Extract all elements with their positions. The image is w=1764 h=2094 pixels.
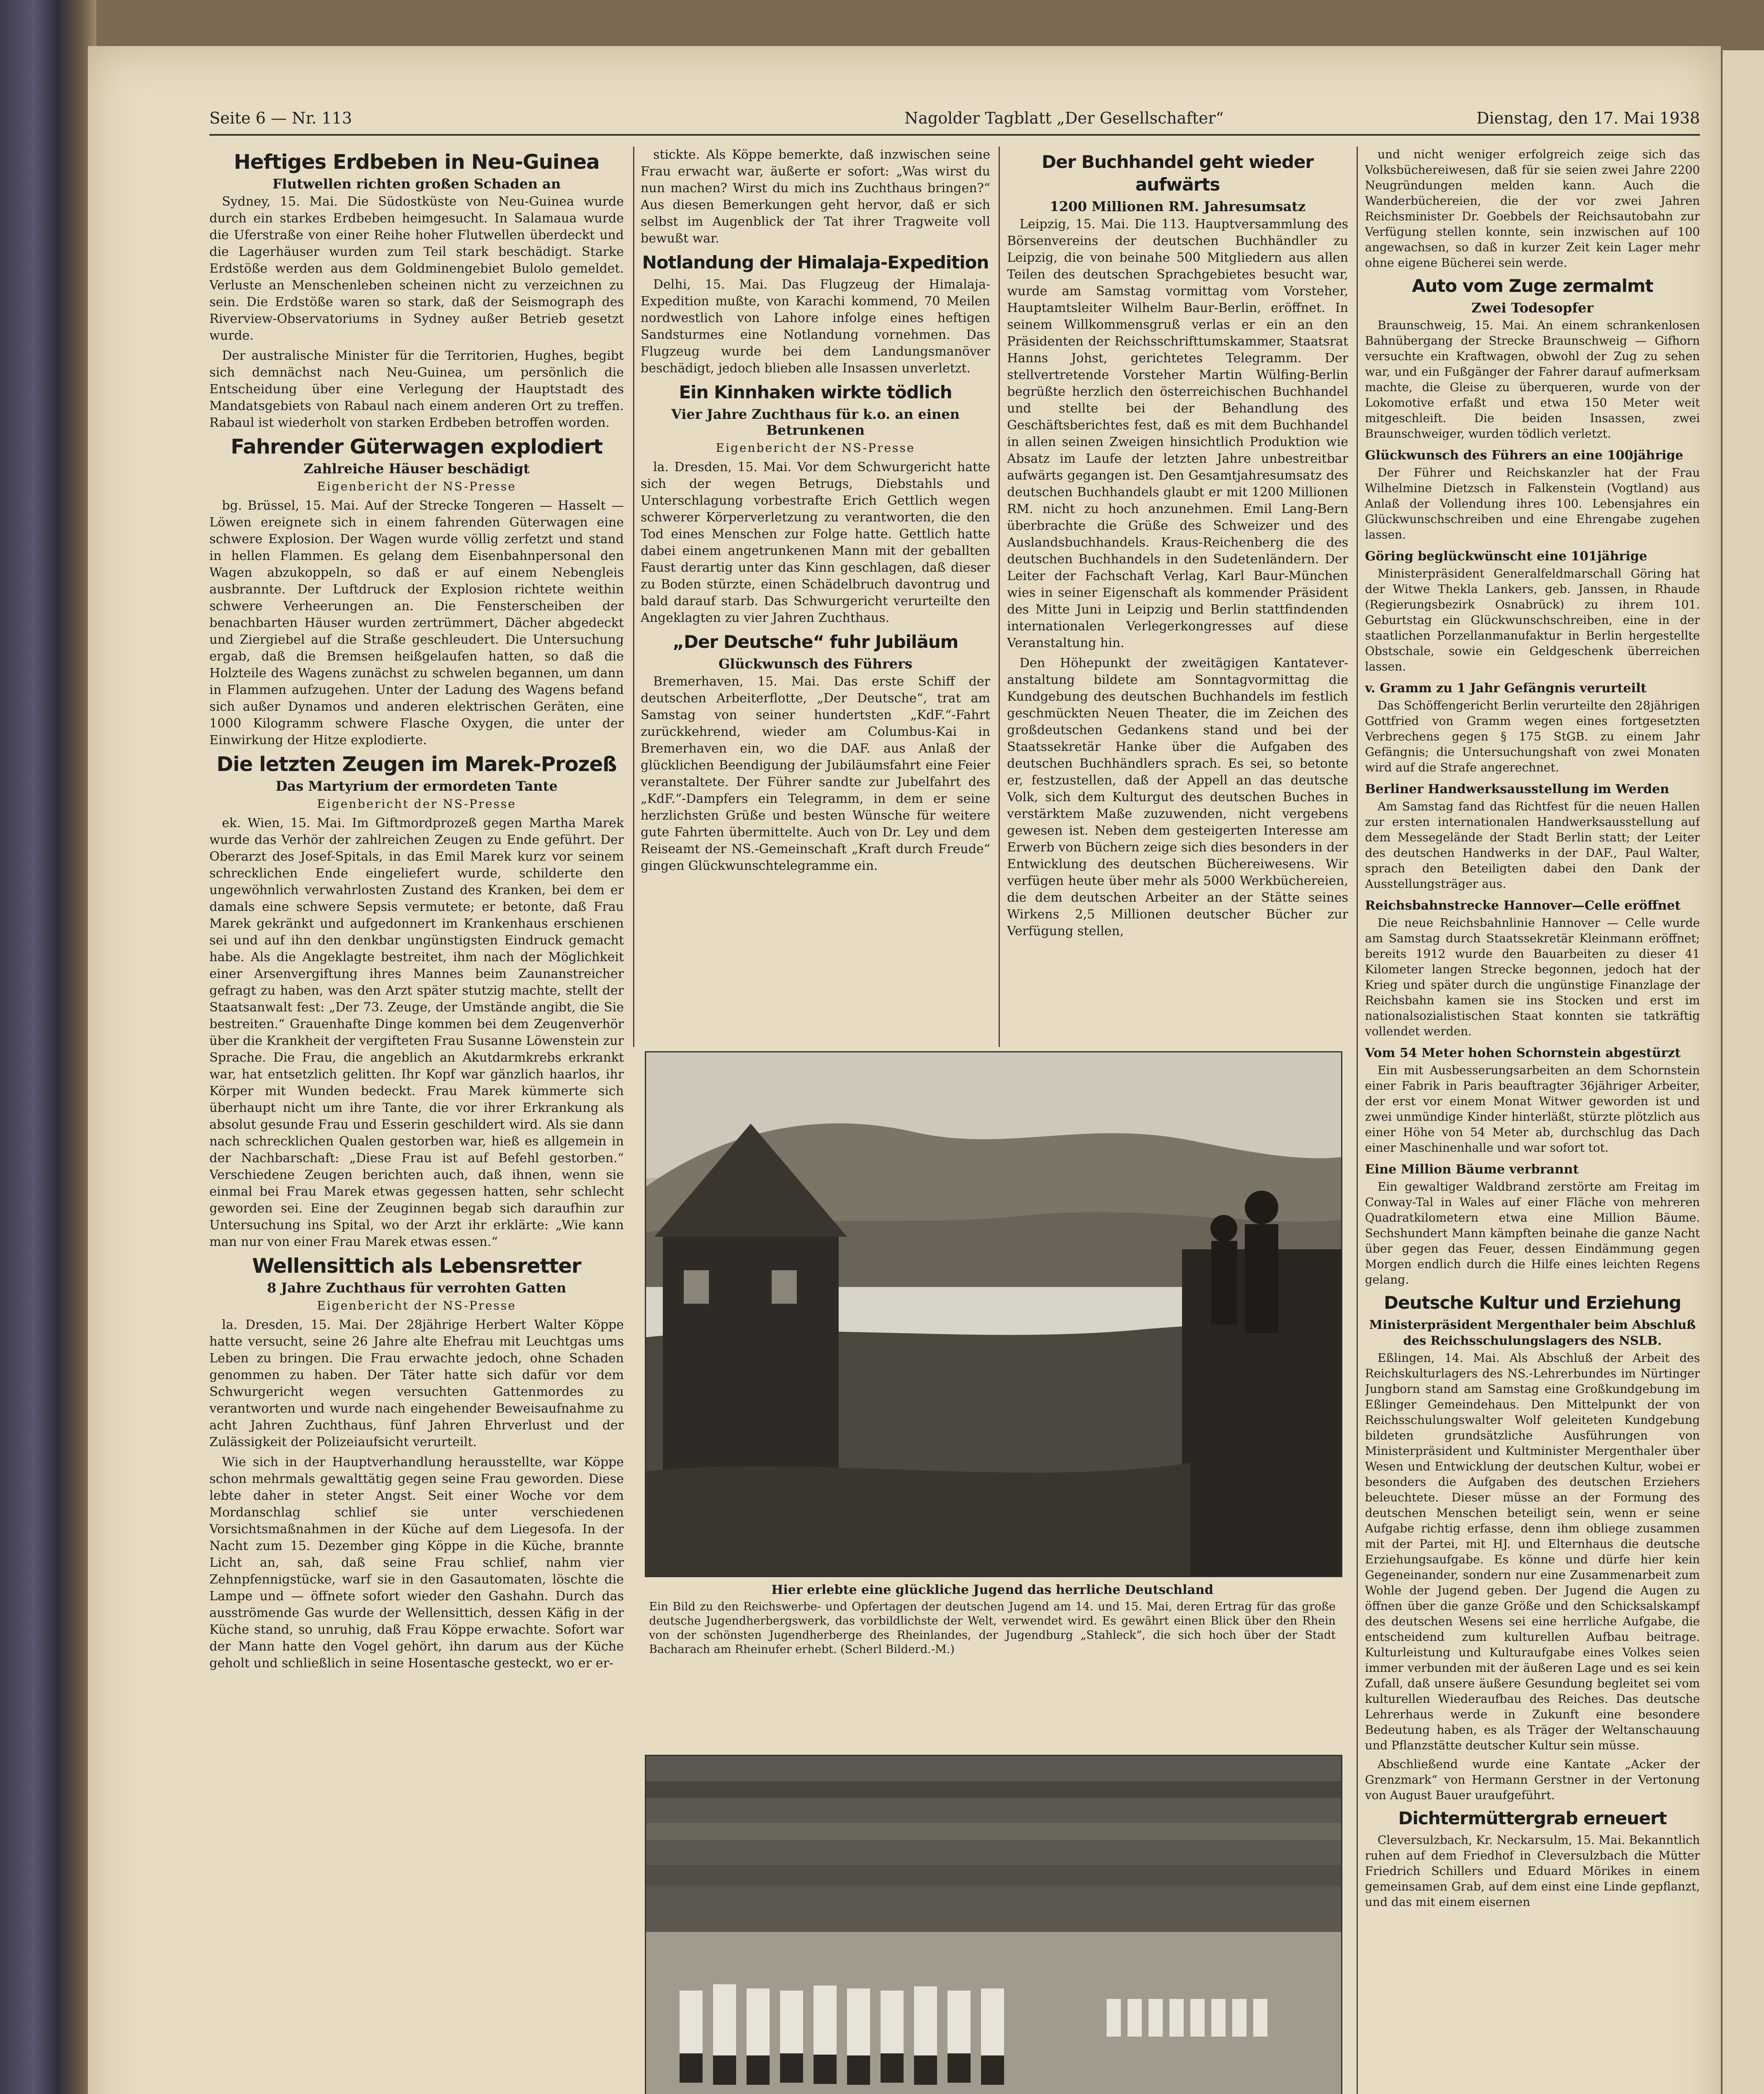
headline: Dichtermüttergrab erneuert <box>1398 1808 1667 1828</box>
caption-title: Hier erlebte eine glückliche Jugend das herrliche Deutschland <box>771 1583 1213 1597</box>
article-text: ek. Wien, 15. Mai. Im Giftmordprozeß gegen Martha Marek wurde das Verhör der zahlreichen Zeugen zu Ende geführt. Der Oberarzt des Josef-Spitals, in das Emil Marek kurz vor seinem schrecklichen Ende eingeliefert wurde, schilderte den ungewöhnlich verwahrlosten Zustand des Kranken, bei dem er damals eine schwere Sepsis vermutete; er betonte, daß Frau Marek gekränkt und aufgedonnert im Krankenhaus erschienen sei und auf ihn den denkbar ungünstigsten Eindruck gemacht habe. Als die Angeklagte bestreitet, ihm nach der Möglichkeit einer Arsenvergiftung ihres Mannes beim Zaunanstreicher gefragt zu haben, was den Arzt später stutzig machte, stellt der Staatsanwalt fest: „Der 73. Zeuge, der Umstände angibt, die Sie bestreiten.“ Grauenhafte Dinge kommen bei dem Zeugenverhör über die Krankheit der vergifteten Frau Susanne Löwenstein zur Sprache. Die Frau, die angeblich an Akutdarmkrebs erkrankt war, hat entsetzlich gelitten. Ihr Kopf war gänzlich haarlos, ihr Körper mit Wunden bedeckt. Frau Marek kümmerte sich überhaupt nicht um ihre Tante, die vor ihrer Erkrankung als absolut gesunde Frau und Esserin geschildert wird. Als sie dann nach schrecklichen Qualen gestorben war, hieß es allgemein in der Nachbarschaft: „Diese Frau ist auf Befehl gestorben.“ Verschiedene Zeugen berichten auch, daß ihnen, wenn sie einmal bei Frau Marek etwas gegessen hatten, sehr schlecht geworden sei. Eine der Zeuginnen begab sich daraufhin zur Untersuchung ins Spital, wo der Arzt ihr erklärte: „Wie kann man nur von einer Frau Marek etwas essen.“ <box>209 816 624 1249</box>
article-text: Die neue Reichsbahnlinie Hannover — Celle wurde am Samstag durch Staatssekretär Kleinmann eröffnet; bereits 1912 wurde den Bauarbeiten zu dieser 41 Kilometer langen Strecke begonnen, jedoch hat der Krieg und später durch die ungünstige Finanzlage der Reichsbahn kamen sie ins Stocken und erst im nationalsozialistischen Staat konnten sie tatkräftig vollendet werden. <box>1365 916 1700 1038</box>
headline: „Der Deutsche“ fuhr Jubiläum <box>672 632 958 652</box>
article-text: Der Führer und Reichskanzler hat der Frau Wilhelmine Dietzsch in Falkenstein (Vogtland) aus Anlaß der Vollendung ihres 100. Lebensjahres ein Glückwunschschreiben und eine Ehrengabe zugehen lassen. <box>1365 466 1700 542</box>
article-text: Ein mit Ausbesserungsarbeiten an dem Schornstein einer Fabrik in Paris beauftragter 36jähriger Arbeiter, der erst vor einem Monat Witwer geworden ist und zwei unmündige Kinder hinterläßt, stürzte plötzlich aus einer Höhe von 54 Meter ab, durchschlug das Dach einer Maschinenhalle und war sofort tot. <box>1365 1063 1700 1155</box>
subheadline: Glückwunsch des Führers <box>718 656 913 672</box>
page-header <box>209 105 1700 136</box>
headline: Wellensittich als Lebensretter <box>252 1254 581 1278</box>
news-brief-title: Vom 54 Meter hohen Schornstein abgestürzt <box>1365 1046 1681 1060</box>
agency-line: Eigenbericht der NS-Presse <box>716 441 915 455</box>
paper-name: Nagolder Tagblatt „Der Gesellschafter“ <box>904 109 1224 127</box>
news-brief-title: Göring beglückwünscht eine 101jährige <box>1365 549 1647 564</box>
column-rule <box>633 147 634 1047</box>
article-text: Bremerhaven, 15. Mai. Das erste Schiff der deutschen Arbeiterflotte, „Der Deutsche“, trat am Samstag von seiner hundertsten „KdF.“-Fahrt zurückkehrend, wieder am Columbus-Kai in Bremerhaven ein, wo die DAF. aus Anlaß der glücklichen Beendigung der Jubiläumsfahrt eine Feier veranstaltete. Der Führer sandte zur Jubelfahrt des „KdF.“-Dampfers ein Telegramm, in dem er seine herzlichsten Grüße und besten Wünsche für weitere gute Fahrten übermittelte. Auch von Dr. Ley und dem Reiseamt der NS.-Gemeinschaft „Kraft durch Freude“ gingen Glückwunschtelegramme ein. <box>641 674 990 873</box>
article-text: stickte. Als Köppe bemerkte, daß inzwischen seine Frau erwacht war, äußerte er sofort: „Was wirst du nun machen? Wirst du mich ins Zuchthaus bringen?“ Aus diesen Bemerkungen geht hervor, daß er sich selbst im Augenblick der Tat ihrer Tragweite voll bewußt war. <box>641 147 990 246</box>
issue-date: Dienstag, den 17. Mai 1938 <box>1476 109 1700 127</box>
column-rule <box>1357 147 1358 2094</box>
article-text: Abschließend wurde eine Kantate „Acker der Grenzmark“ von Hermann Gerstner in der Vertonung von August Bauer uraufgeführt. <box>1365 1757 1700 1802</box>
article-text: Sydney, 15. Mai. Die Südostküste von Neu-Guinea wurde durch ein starkes Erdbeben heimgesucht. In Salamaua wurde die Uferstraße von einer Reihe hoher Flutwellen überdeckt und die Lagerhäuser wurden zum Teil stark beschädigt. Starke Erdstöße werden aus dem Goldminengebiet Bulolo gemeldet. Verluste an Menschenleben scheinen nicht zu verzeichnen zu sein. Die Erdstöße waren so stark, daß der Seismograph des Riverview-Observatoriums in Sydney außer Betrieb gesetzt wurde. <box>209 194 624 343</box>
headline: Auto vom Zuge zermalmt <box>1411 276 1653 296</box>
headline: Heftiges Erdbeben in Neu-Guinea <box>234 150 600 174</box>
article-text: Braunschweig, 15. Mai. An einem schrankenlosen Bahnübergang der Strecke Braunschweig — Gifhorn versuchte ein Kraftwagen, obwohl der Zug zu sehen war, und ein Fußgänger der Fahrer darauf aufmerksam machte, die Gleise zu überqueren, wurde von der Lokomotive erfaßt und etwa 150 Meter weit mitgeschleift. Die beiden Insassen, zwei Braunschweiger, wurden tödlich verletzt. <box>1365 318 1700 441</box>
column-4 <box>1365 147 1700 2094</box>
news-brief-title: v. Gramm zu 1 Jahr Gefängnis verurteilt <box>1365 681 1647 696</box>
news-brief-title: Glückwunsch des Führers an eine 100jährige <box>1365 448 1684 463</box>
article-text: Den Höhepunkt der zweitägigen Kantateveranstaltung bildete am Sonntagvormittag die Kundgebung des deutschen Buchhandels im festlich geschmückten Neuen Theater, die im Zeichen des großdeutschen Gedankens stand und bei der Staatssekretär Hanke über die Aufgaben des deutschen Buchhändlers sprach. Es sei, so betonte er, festzustellen, daß der Appell an das deutsche Volk, sich dem Kulturgut des deutschen Buches in verstärktem Maße zuzuwenden, nicht vergebens gewesen ist. Neben dem gesteigerten Interesse am Erwerb von Büchern zeige sich dies besonders in der Entwicklung des deutschen Büchereiwesens. Wir verfügen heute über mehr als 5000 Werkbüchereien, die dem deutschen Arbeiter an der Stätte seines Wirkens 2,5 Millionen deutscher Bücher zur Verfügung stellen, <box>1007 656 1348 939</box>
article-text: Das Schöffengericht Berlin verurteilte den 28jährigen Gottfried von Gramm wegen eines fortgesetzten Verbrechens gegen § 175 StGB. zu einem Jahr Gefängnis; die Untersuchungshaft von zwei Monaten wird auf die Strafe angerechnet. <box>1365 699 1700 774</box>
article-text: Ein gewaltiger Waldbrand zerstörte am Freitag im Conway-Tal in Wales auf einer Fläche von mehreren Quadratkilometern etwa eine Million Bäume. Sechshundert Mann kämpften beinahe die ganze Nacht über gegen das Feuer, dessen Eindämmung gegen Morgen endlich durch die Hilfe eines leichten Regens gelang. <box>1365 1180 1700 1287</box>
article-text: Leipzig, 15. Mai. Die 113. Hauptversammlung des Börsenvereins der deutschen Buchhändler zu Leipzig, die von beinahe 500 Mitgliedern aus allen Teilen des deutschen Sprachgebietes besucht war, wurde am Samstag vormittag vom Vorsteher, Hauptamtsleiter Wilhelm Baur-Berlin, eröffnet. In seinem Willkommensgruß verlas er ein an den Präsidenten der Reichsschrifttumskammer, Staatsrat Hanns Johst, gerichtetes Telegramm. Der stellvertretende Vorsteher Martin Wülfing-Berlin begrüßte herzlich den österreichischen Buchhandel und stellte bei der Behandlung des Geschäftsberichtes fest, daß es mit dem Buchhandel in allen seinen Zweigen hinsichtlich Produktion wie Absatz im Laufe der letzten Jahre unbestreitbar aufwärts gegangen ist. Den Gesamtjahresumsatz des deutschen Buchhandels glaubt er mit 1200 Millionen RM. nicht zu hoch anzunehmen. Emil Lang-Bern überbrachte die Grüße des Schweizer und des Auslandsbuchhandels. Kraus-Reichenberg die des deutschen Buchhandels in den Sudetenländern. Der Leiter der Fachschaft Verlag, Karl Baur-München wies in seiner Eigenschaft als kommender Präsident des Mitte Juni in Leipzig und Berlin stattfindenden internationalen Verlegerkongresses auf diese Veranstaltung hin. <box>1007 217 1348 650</box>
column-rule <box>999 147 1000 1047</box>
subheadline: 1200 Millionen RM. Jahresumsatz <box>1049 199 1306 214</box>
headline: Ein Kinnhaken wirkte tödlich <box>679 382 952 402</box>
news-brief-title: Reichsbahnstrecke Hannover—Celle eröffnet <box>1365 898 1681 913</box>
column-3 <box>1007 147 1348 1039</box>
next-page-edge <box>1721 50 1764 2094</box>
agency-line: Eigenbericht der NS-Presse <box>317 797 516 811</box>
agency-line: Eigenbericht der NS-Presse <box>317 480 516 493</box>
subheadline: Das Martyrium der ermordeten Tante <box>276 778 558 794</box>
agency-line: Eigenbericht der NS-Presse <box>317 1299 516 1313</box>
subheadline: Zwei Todesopfer <box>1471 300 1594 316</box>
headline: Notlandung der Himalaja-Expedition <box>642 252 989 273</box>
headline: Die letzten Zeugen im Marek-Prozeß <box>216 753 617 776</box>
headline: Fahrender Güterwagen explodiert <box>231 435 603 459</box>
football-stadium-image <box>646 1756 1341 2094</box>
article-text: Eßlingen, 14. Mai. Als Abschluß der Arbeit des Reichskulturlagers des NS.-Lehrerbundes im Nürtinger Jungborn stand am Samstag eine Großkundgebung im Eßlinger Gemeindehaus. Den Mittelpunkt der von Reichsschulungswalter Wolf geleiteten Kundgebung bildeten grundsätzliche Ausführungen von Ministerpräsident und Kultminister Mergenthaler über Wesen und Entwicklung der deutschen Kultur, wobei er besonders die Aufgaben des deutschen Erziehers beleuchtete. Dieser müsse an der Formung des deutschen Menschen beteiligt sein, wenn er seine Aufgabe richtig erfasse, denn ihm obliege zusammen mit der Partei, mit HJ. und Elternhaus die deutsche Erziehungsaufgabe. Es könne und dürfe hier kein Gegeneinander, sondern nur eine Zusammenarbeit zum Wohle der Jugend geben. Der Jugend die Augen zu öffnen über die ganze Größe und den Schicksalskampf des deutschen Wesens sei eine herrliche Aufgabe, die entscheidend zum kulturellen Aufbau beitrage. Kulturleistung und Kulturaufgabe eines Volkes seien immer verbunden mit der äußeren Lage und es sei kein Zufall, daß unsere äußere Gesundung begleitet sei vom kulturellen Wiederaufbau des Reiches. Das deutsche Lehrerhaus werde in Zukunft eine besondere Bedeutung haben, es als Träger der Weltanschauung und Pflanzstätte deutscher Kultur sein müsse. <box>1365 1351 1700 1752</box>
article-text: la. Dresden, 15. Mai. Vor dem Schwurgericht hatte sich der wegen Betrugs, Diebstahls und Unterschlagung vorbestrafte Erich Gettlich wegen schwerer Körperverletzung zu verantworten, die den Tod eines Menschen zur Folge hatte. Gettlich hatte dabei einem angetrunkenen Mann mit der geballten Faust derartig unter das Kinn geschlagen, daß dieser zu Boden stürzte, einen Schädelbruch davontrug und bald darauf starb. Das Schwurgericht verurteilte den Angeklagten zu vier Jahren Zuchthaus. <box>641 460 990 625</box>
rhine-landscape-image <box>646 1052 1341 1576</box>
subheadline: Ministerpräsident Mergenthaler beim Abschluß des Reichsschulungslagers des NSLB. <box>1369 1318 1696 1348</box>
column-2 <box>641 147 990 1039</box>
caption-text: Ein Bild zu den Reichswerbe- und Opfertagen der deutschen Jugend am 14. und 15. Mai, deren Ertrag für das große deutsche Jugendherbergswerk, das vorbildlichste der Welt, verwendet wird. Es gewährt einen Blick über den Rhein von der schönsten Jugendherberge des Rheinlandes, der Jugendburg „Stahleck“, die sich hoch über der Stadt Bacharach am Rheinufer erhebt. (Scherl Bilderd.-M.) <box>649 1600 1336 1656</box>
page-number: Seite 6 — Nr. 113 <box>209 109 352 127</box>
article-text: la. Dresden, 15. Mai. Der 28jährige Herbert Walter Köppe hatte versucht, seine 26 Jahre alte Ehefrau mit Leuchtgas ums Leben zu bringen. Die Frau erwachte jedoch, ohne Schaden genommen zu haben. Der Täter hatte sich dafür vor dem Schwurgericht wegen versuchten Gattenmordes zu verantworten und wurde nach eingehender Beweisaufnahme zu acht Jahren Zuchthaus, fünf Jahren Ehrverlust und der Zulässigkeit der Polizeiaufsicht verurteilt. <box>209 1318 624 1449</box>
article-text: Am Samstag fand das Richtfest für die neuen Hallen zur ersten internationalen Handwerksausstellung auf dem Messegelände der Stadt Berlin statt; der Leiter des deutschen Handwerks in der DAF., Paul Walter, sprach den Beteiligten dabei den Dank der Ausstellungsträger aus. <box>1365 799 1700 891</box>
photo-rhine-valley <box>645 1051 1342 1577</box>
article-text: bg. Brüssel, 15. Mai. Auf der Strecke Tongeren — Hasselt — Löwen ereignete sich in einem fahrenden Güterwagen eine schwere Explosion. Der Wagen wurde völlig zerfetzt und stand in hellen Flammen. Es gelang dem Eisenbahnpersonal den Wagen abzukoppeln, so daß er auf einem Nebengleis ausbrannte. Der Luftdruck der Explosion richtete weithin schwere Verheerungen an. Die Fensterscheiben der benachbarten Häuser wurden zertrümmert, Dächer abgedeckt und Ziergiebel auf die Straße geschleudert. Die Untersuchung ergab, daß die Bremsen heißgelaufen hatten, so daß die Holzteile des Wagens zunächst zu schwelen begannen, um dann in Flammen aufzugehen. Unter der Ladung des Wagens befand sich außer Dynamos und anderen elektrischen Geräten, eine 1000 Kilogramm schwere Flasche Oxygen, die unter der Einwirkung der Hitze explodierte. <box>209 498 624 748</box>
article-text: Delhi, 15. Mai. Das Flugzeug der Himalaja-Expedition mußte, von Karachi kommend, 70 Meilen nordwestlich von Lahore infolge eines heftigen Sandsturmes eine Notlandung vornehmen. Das Flugzeug wurde bei dem Landungsmanöver beschädigt, jedoch blieben alle Insassen unverletzt. <box>641 277 990 376</box>
subheadline: Zahlreiche Häuser beschädigt <box>304 461 530 477</box>
news-brief-title: Eine Million Bäume verbrannt <box>1365 1162 1579 1177</box>
photo-olympic-stadium <box>645 1755 1342 2094</box>
article-text: Wie sich in der Hauptverhandlung herausstellte, war Köppe schon mehrmals gewalttätig gegen seine Frau geworden. Diese lebte daher in steter Angst. Seit einer Woche vor dem Mordanschlag schlief sie unter verschiedenen Vorsichtsmaßnahmen in der Küche auf dem Liegesofa. In der Nacht zum 15. Dezember ging Köppe in die Küche, brannte Licht an, sah, daß seine Frau schlief, nahm vier Zehnpfennigstücke, warf sie in den Gasautomaten, löschte die Lampe und — öffnete sofort wieder den Gashahn. Durch das ausströmende Gas wurde der Wellensittich, dessen Käfig in der Küche stand, so unruhig, daß Frau Köppe erwachte. Sofort war der Mann hatte den Vogel gehört, ihn darum aus der Küche geholt und schließlich in seine Hosentasche gesteckt, wo er er- <box>209 1455 624 1671</box>
headline: Der Buchhandel geht wieder aufwärts <box>1041 152 1314 195</box>
subheadline: 8 Jahre Zuchthaus für verrohten Gatten <box>267 1280 567 1296</box>
article-text: und nicht weniger erfolgreich zeige sich das Volksbüchereiwesen, daß für sie seien zwei Jahre 2200 Neugründungen melden kann. Auch die Wanderbüchereien, die der vor zwei Jahren Reichsminister Dr. Goebbels der Reichsautobahn zur Verfügung stellen konnte, sein inzwischen auf 100 angewachsen, so daß in kurzer Zeit kein Lager mehr ohne eigene Bücherei sein werde. <box>1365 147 1700 270</box>
headline: Deutsche Kultur und Erziehung <box>1384 1292 1681 1313</box>
article-text: Der australische Minister für die Territorien, Hughes, begibt sich demnächst nach Neu-Guinea, um persönlich die Entscheidung über eine Verlegung der Hauptstadt des Mandatsgebiets von Rabaul nach einem anderen Ort zu treffen. Rabaul ist wiederholt von starken Erdbeben betroffen worden. <box>209 348 624 430</box>
article-text: Ministerpräsident Generalfeldmarschall Göring hat der Witwe Thekla Lankers, geb. Janssen, in Rhaude (Regierungsbezirk Osnabrück) zu ihrem 101. Geburtstag ein Glückwunschschreiben, eine in der staatlichen Porzellanmanufaktur in Berlin hergestellte Obstschale, sowie ein Geldgeschenk überreichen lassen. <box>1365 567 1700 673</box>
subheadline: Flutwellen richten großen Schaden an <box>272 176 561 192</box>
news-brief-title: Berliner Handwerksausstellung im Werden <box>1365 782 1669 797</box>
article-text: Cleversulzbach, Kr. Neckarsulm, 15. Mai. Bekanntlich ruhen auf dem Friedhof in Cleversulzbach die Mütter Friedrich Schillers und Eduard Mörikes in einem gemeinsamen Grab, auf dem einst eine Linde gepflanzt, und das mit einem eisernen <box>1365 1833 1700 1909</box>
book-binding <box>0 0 96 2094</box>
subheadline: Vier Jahre Zuchthaus für k.o. an einen Betrunkenen <box>671 406 960 438</box>
photo-caption <box>649 1583 1336 1657</box>
column-1 <box>209 147 624 2094</box>
